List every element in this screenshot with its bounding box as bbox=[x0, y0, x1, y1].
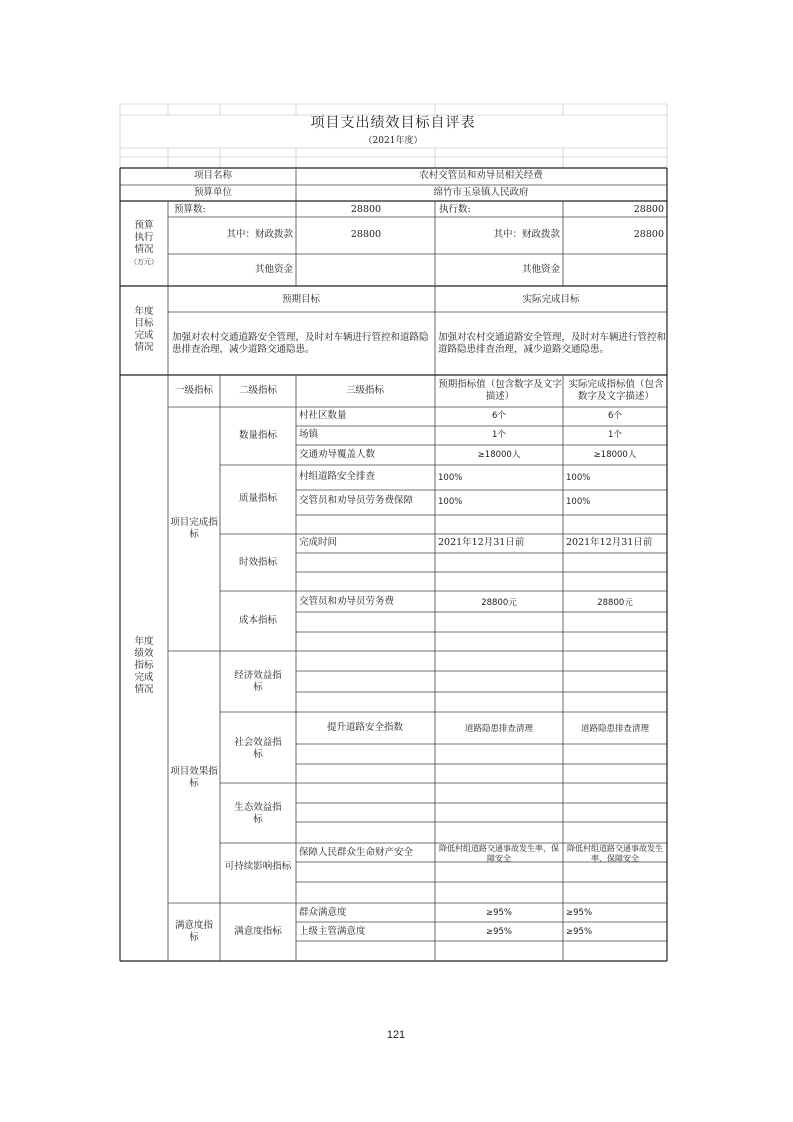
row-ql2-name: 交管员和劝导员劳务费保障 bbox=[299, 495, 414, 506]
group-effect: 项目效果指标 bbox=[170, 766, 218, 789]
row-q2-expected: 1个 bbox=[492, 430, 506, 440]
actual-goal-text: 加强对农村交通道路安全管理，及时对车辆进行管控和道路隐患排查治理，减少道路交通隐患。 bbox=[438, 332, 667, 355]
budget-section-label-1: 预算 bbox=[134, 220, 154, 231]
expected-goal-header: 预期目标 bbox=[281, 294, 321, 305]
fiscal-value: 28800 bbox=[350, 229, 382, 240]
fiscal-value-actual: 28800 bbox=[633, 229, 664, 240]
sub-sustainable: 可持续影响指标 bbox=[224, 861, 292, 872]
row-sa2-actual: ≥95% bbox=[566, 927, 593, 937]
row-ql1-expected: 100% bbox=[438, 473, 463, 483]
sub-cost: 成本指标 bbox=[238, 615, 278, 626]
other-funds-label-actual: 其他资金 bbox=[521, 264, 560, 275]
sub-quality: 质量指标 bbox=[238, 493, 278, 504]
row-q1-actual: 6个 bbox=[608, 411, 622, 421]
row-q3-name: 交通劝导覆盖人数 bbox=[299, 449, 376, 460]
row-s1-name: 提升道路安全指数 bbox=[326, 722, 404, 733]
row-ql2-expected: 100% bbox=[438, 497, 463, 507]
budget-unit-value: 绵竹市玉泉镇人民政府 bbox=[433, 187, 529, 198]
row-su1-name: 保障人民群众生命财产安全 bbox=[299, 847, 414, 858]
indicator-section-label-1: 年度 bbox=[134, 636, 154, 647]
group-completion: 项目完成指标 bbox=[170, 517, 218, 540]
sub-timeliness: 时效指标 bbox=[238, 557, 278, 568]
row-sa2-name: 上级主管满意度 bbox=[299, 926, 366, 937]
actual-goal-header: 实际完成目标 bbox=[522, 294, 580, 305]
row-s1-actual: 道路隐患排查清理 bbox=[580, 724, 650, 734]
expected-goal-text: 加强对农村交通道路安全管理，及时对车辆进行管控和道路隐患排查治理，减少道路交通隐患。 bbox=[172, 332, 429, 355]
header-level2: 二级指标 bbox=[238, 385, 278, 396]
row-q3-expected: ≥18000人 bbox=[477, 450, 521, 460]
exec-amount-label: 执行数: bbox=[439, 204, 471, 215]
row-q2-actual: 1个 bbox=[608, 430, 622, 440]
budget-amount-label: 预算数: bbox=[174, 204, 206, 215]
row-s1-expected: 道路隐患排查清理 bbox=[464, 724, 534, 734]
budget-section-label-3: 情况 bbox=[134, 244, 154, 255]
header-expected: 预期指标值（包含数字及文字描述） bbox=[438, 379, 562, 402]
row-sa1-name: 群众满意度 bbox=[299, 907, 347, 918]
row-ql1-actual: 100% bbox=[566, 473, 591, 483]
sub-social: 社会效益指标 bbox=[234, 737, 282, 760]
row-q3-actual: ≥18000人 bbox=[593, 450, 637, 460]
goals-section-label-2: 目标 bbox=[134, 318, 154, 329]
row-c1-name: 交管员和劝导员劳务费 bbox=[299, 596, 395, 607]
row-c1-actual: 28800元 bbox=[597, 598, 633, 608]
sub-satisfaction: 满意度指标 bbox=[234, 926, 282, 937]
budget-section-label-2: 执行 bbox=[134, 232, 154, 243]
project-name-value: 农村交管员和劝导员相关经费 bbox=[419, 170, 543, 181]
fiscal-label: 其中：财政拨款 bbox=[226, 229, 293, 240]
indicator-section-label-4: 完成 bbox=[134, 672, 154, 683]
row-c1-expected: 28800元 bbox=[481, 598, 517, 608]
other-funds-label: 其他资金 bbox=[254, 264, 293, 275]
budget-amount-value: 28800 bbox=[350, 204, 382, 215]
budget-unit-label: 预算单位 bbox=[193, 187, 232, 198]
sub-quantity: 数量指标 bbox=[238, 430, 278, 441]
page-title: 项目支出绩效目标自评表 bbox=[310, 115, 476, 131]
row-sa1-actual: ≥95% bbox=[566, 908, 593, 918]
exec-amount-value: 28800 bbox=[633, 204, 664, 215]
header-actual: 实际完成指标值（包含数字及文字描述） bbox=[568, 379, 664, 402]
indicator-section-label-3: 指标 bbox=[134, 660, 154, 671]
row-q2-name: 场镇 bbox=[299, 429, 319, 440]
indicator-section-label-2: 绩效 bbox=[134, 648, 154, 659]
row-su1-actual: 降低村组道路交通事故发生率，保障安全 bbox=[567, 844, 663, 863]
row-ql2-actual: 100% bbox=[566, 497, 591, 507]
row-q1-expected: 6个 bbox=[492, 411, 506, 421]
sub-economic: 经济效益指标 bbox=[234, 670, 282, 693]
row-t1-actual: 2021年12月31日前 bbox=[566, 537, 653, 548]
row-t1-name: 完成时间 bbox=[299, 537, 338, 548]
row-su1-expected: 降低村组道路交通事故发生率，保障安全 bbox=[439, 844, 559, 863]
page-number: 121 bbox=[386, 1029, 406, 1041]
goals-section-label-1: 年度 bbox=[134, 306, 154, 317]
budget-unit-note: （万元） bbox=[130, 258, 158, 266]
indicator-section-label-5: 情况 bbox=[134, 684, 154, 695]
row-ql1-name: 村组道路安全排查 bbox=[299, 471, 376, 482]
fiscal-label-actual: 其中：财政拨款 bbox=[493, 229, 560, 240]
goals-section-label-3: 完成 bbox=[134, 330, 154, 341]
row-t1-expected: 2021年12月31日前 bbox=[438, 537, 525, 548]
sub-ecological: 生态效益指标 bbox=[234, 802, 282, 825]
row-q1-name: 村社区数量 bbox=[299, 410, 347, 421]
header-level1: 一级指标 bbox=[174, 385, 214, 396]
row-sa1-expected: ≥95% bbox=[485, 908, 513, 918]
header-level3: 三级指标 bbox=[345, 385, 385, 396]
report-year: （2021年度） bbox=[363, 136, 423, 146]
goals-section-label-4: 情况 bbox=[134, 342, 154, 353]
row-sa2-expected: ≥95% bbox=[485, 927, 513, 937]
project-name-label: 项目名称 bbox=[193, 170, 232, 181]
group-satisfaction: 满意度指标 bbox=[174, 920, 213, 943]
